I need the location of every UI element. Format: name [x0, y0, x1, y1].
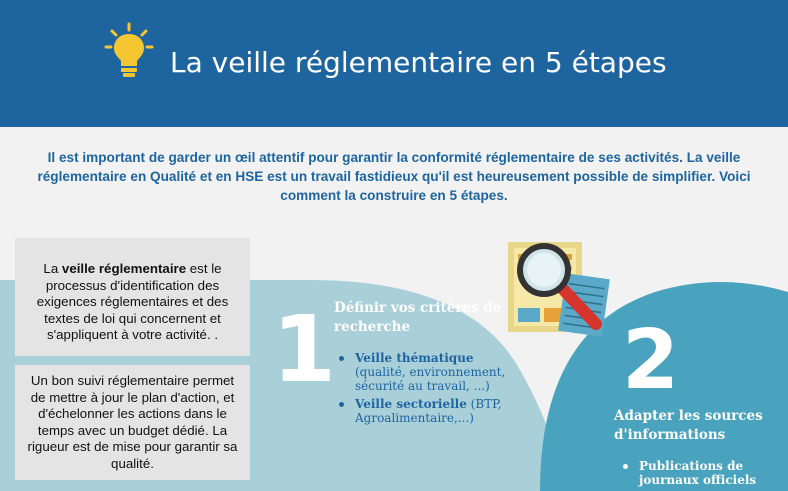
list-item: Publications de journaux officiels: [619, 459, 784, 487]
step-2-title: Adapter les sources d'informations: [614, 408, 763, 443]
page-title: La veille réglementaire en 5 étapes: [170, 46, 667, 79]
definition-text: La veille réglementaire est le processus d'identification des exigences réglementaires et des textes de loi qui concernent et s'appliquent à votre activité. .: [36, 261, 229, 342]
step-1-title: Définir vos critères de recherche: [334, 300, 502, 335]
magnifier-documents-icon: [500, 232, 630, 350]
definition-term: veille réglementaire: [61, 261, 187, 276]
step-2-list: [619, 459, 784, 491]
definition-box: [15, 238, 250, 356]
intro-text: Il est important de garder un œil attentif pour garantir la conformité réglementaire de ses activités. La veille réglementaire en Qualité et en HSE est un travail fastidieux qu'il est heureusement possible de simplifier. Voici comment la construire en 5 étapes.: [37, 150, 751, 203]
step-2-number: 2: [622, 313, 680, 408]
list-item: Veille thématique (qualité, environnement, sécurité au travail, ...): [335, 351, 515, 393]
list-item: Veille sectorielle (BTP, Agroalimentaire,...): [335, 397, 515, 425]
suivi-box: [15, 365, 250, 480]
step-1-list: [335, 351, 515, 429]
suivi-text: Un bon suivi réglementaire permet de mettre à jour le plan d'action, et d'échelonner les actions dans le temps avec un budget dédié. La rigueur est de mise pour garantir sa qualité.: [27, 373, 238, 471]
step-1-number: 1: [272, 296, 337, 403]
